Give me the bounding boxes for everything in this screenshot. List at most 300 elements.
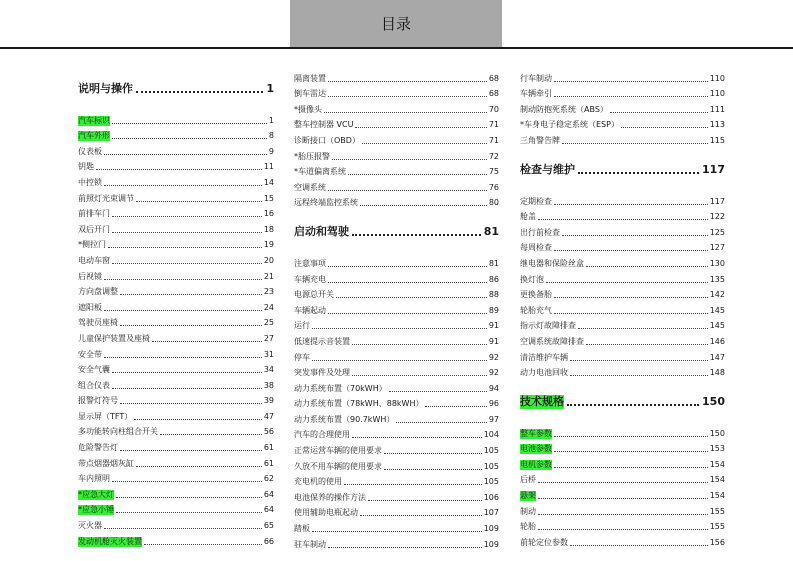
toc-entry-page-number: 64 (263, 489, 274, 499)
toc-entry-page-number: 156 (709, 537, 725, 547)
toc-entry-page-number: 122 (709, 212, 725, 222)
toc-entry[interactable] (294, 347, 499, 363)
toc-entry-label: 继电器和保险丝盒 (520, 258, 584, 268)
dot-leader (348, 174, 487, 175)
toc-entry-page-number: 130 (709, 258, 725, 268)
toc-entry-label: 整车控制器 VCU (294, 120, 354, 130)
toc-entry-page-number: 65 (263, 521, 274, 531)
toc-entry[interactable] (78, 469, 274, 485)
toc-entry-page-number: 155 (709, 506, 725, 516)
toc-entry-page-number: 68 (488, 73, 499, 83)
dot-leader (136, 466, 262, 467)
dot-leader (136, 201, 262, 202)
toc-entry[interactable] (78, 437, 274, 453)
toc-entry-label: 动力系统布置（70kWH） (294, 383, 387, 393)
toc-entry-page-number: 146 (709, 336, 725, 346)
dot-leader (578, 172, 699, 174)
dot-leader (120, 403, 262, 404)
dot-leader (112, 216, 262, 217)
toc-entry[interactable] (78, 531, 274, 547)
toc-entry[interactable] (294, 84, 499, 100)
dot-leader (112, 138, 267, 139)
header-rule (0, 47, 793, 49)
toc-entry[interactable] (78, 297, 274, 313)
toc-entry-page-number: 105 (483, 477, 499, 487)
toc-entry-page-number: 150 (709, 428, 725, 438)
toc-entry[interactable] (520, 191, 725, 207)
toc-entry-label: 空调系统故障排查 (520, 336, 584, 346)
toc-entry-page-number: 109 (483, 539, 499, 549)
section-page-number: 81 (483, 225, 499, 239)
toc-entry[interactable] (78, 406, 274, 422)
toc-entry-label: 三角警告牌 (520, 135, 560, 145)
toc-entry[interactable] (294, 285, 499, 301)
toc-entry[interactable] (520, 285, 725, 301)
toc-section-heading[interactable] (294, 223, 499, 239)
dot-leader (112, 372, 262, 373)
toc-entry-page-number: 68 (488, 89, 499, 99)
toc-entry-label: 诊断接口（OBD） (294, 135, 360, 145)
toc-entry-label: 每周检查 (520, 243, 552, 253)
dot-leader (362, 143, 487, 144)
toc-entry-page-number: 38 (263, 380, 274, 390)
toc-entry-page-number: 20 (263, 255, 274, 265)
toc-entry-label: 远程终端监控系统 (294, 198, 358, 208)
dot-leader (396, 422, 486, 423)
toc-title: 目录 (380, 15, 411, 33)
toc-entry-label: *车道偏离系统 (294, 167, 346, 177)
section-title: 说明与操作 (78, 82, 133, 95)
dot-leader (389, 391, 487, 392)
toc-entry[interactable] (294, 472, 499, 488)
toc-entry[interactable] (294, 146, 499, 162)
toc-entry-page-number: 127 (709, 243, 725, 253)
toc-entry[interactable] (520, 207, 725, 223)
toc-entry[interactable] (520, 269, 725, 285)
toc-entry-label: *胎压报警 (294, 151, 330, 161)
toc-entry-page-number: 1 (268, 115, 274, 125)
dot-leader (112, 481, 262, 482)
dot-leader (104, 154, 267, 155)
dot-leader (554, 96, 708, 97)
toc-entry-page-number: 147 (709, 352, 725, 362)
dot-leader (144, 544, 262, 545)
toc-entry-label: 发动机舱灭火装置 (78, 536, 142, 546)
dot-leader (96, 169, 262, 170)
toc-entry-page-number: 71 (488, 135, 499, 145)
toc-entry[interactable] (294, 331, 499, 347)
toc-column-1 (78, 80, 274, 547)
toc-entry-label: 运行 (294, 321, 310, 331)
toc-entry-label: 车内照明 (78, 474, 110, 484)
dot-leader (586, 344, 708, 345)
toc-entry-label: 注意事项 (294, 258, 326, 268)
toc-entry-label: 动力系统布置（78kWH、88kWH） (294, 399, 424, 409)
dot-leader (160, 434, 262, 435)
toc-entry[interactable] (294, 394, 499, 410)
toc-entry-page-number: 72 (488, 151, 499, 161)
dot-leader (104, 310, 262, 311)
dot-leader (112, 263, 262, 264)
toc-entry[interactable] (294, 425, 499, 441)
toc-entry-page-number: 27 (263, 333, 274, 343)
toc-entry-label: 危险警告灯 (78, 443, 118, 453)
toc-entry-page-number: 92 (488, 352, 499, 362)
toc-entry-label: 久放不用车辆的使用要求 (294, 461, 382, 471)
toc-entry-page-number: 89 (488, 305, 499, 315)
toc-entry-label: 空调系统 (294, 182, 326, 192)
toc-entry-page-number: 24 (263, 302, 274, 312)
toc-entry-label: 遮阳板 (78, 302, 102, 312)
toc-column-2 (294, 68, 499, 550)
toc-entry-page-number: 105 (483, 461, 499, 471)
toc-entry[interactable] (78, 110, 274, 126)
dot-leader (554, 81, 708, 82)
toc-entry-page-number: 115 (709, 135, 725, 145)
toc-entry[interactable] (78, 484, 274, 500)
dot-leader (352, 437, 482, 438)
dot-leader (120, 325, 262, 326)
toc-section-heading[interactable] (520, 393, 725, 409)
toc-entry-label: 报警灯符号 (78, 396, 118, 406)
toc-entry[interactable] (520, 238, 725, 254)
toc-entry[interactable] (520, 454, 725, 470)
dot-leader (120, 294, 262, 295)
dot-leader (538, 498, 708, 499)
toc-entry[interactable] (520, 115, 725, 131)
toc-entry[interactable] (520, 485, 725, 501)
toc-entry-page-number: 39 (263, 396, 274, 406)
toc-entry-label: 后视镜 (78, 271, 102, 281)
dot-leader (586, 266, 708, 267)
dot-leader (104, 185, 262, 186)
toc-entry-page-number: 62 (263, 474, 274, 484)
toc-entry[interactable] (294, 534, 499, 550)
toc-entry[interactable] (78, 250, 274, 266)
toc-entry-page-number: 154 (709, 475, 725, 485)
toc-entry-label: 汽车外形 (78, 131, 110, 141)
toc-entry[interactable] (294, 68, 499, 84)
toc-entry[interactable] (520, 316, 725, 332)
toc-entry-label: 换灯泡 (520, 274, 544, 284)
toc-entry[interactable] (520, 439, 725, 455)
dot-leader (328, 266, 487, 267)
toc-entry-label: 前排车门 (78, 209, 110, 219)
toc-entry[interactable] (78, 453, 274, 469)
toc-entry[interactable] (78, 500, 274, 516)
toc-entry-label: 指示灯故障排查 (520, 321, 576, 331)
toc-entry-label: 仪表板 (78, 146, 102, 156)
toc-entry-label: 方向盘调整 (78, 287, 118, 297)
toc-entry[interactable] (78, 282, 274, 298)
toc-entry[interactable] (294, 487, 499, 503)
toc-entry-label: 驻车制动 (294, 539, 326, 549)
toc-entry[interactable] (78, 515, 274, 531)
toc-entry[interactable] (520, 68, 725, 84)
toc-entry-label: 行车制动 (520, 73, 552, 83)
toc-entry-page-number: 71 (488, 120, 499, 130)
dot-leader (554, 204, 708, 205)
toc-entry-label: 车辆牵引 (520, 89, 552, 99)
toc-entry-page-number: 80 (488, 198, 499, 208)
dot-leader (610, 112, 708, 113)
toc-entry-label: *侧拉门 (78, 240, 106, 250)
dot-leader (562, 235, 708, 236)
toc-entry[interactable] (78, 375, 274, 391)
toc-entry-page-number: 110 (709, 73, 725, 83)
toc-entry[interactable] (78, 235, 274, 251)
section-title: 检查与维护 (520, 162, 575, 176)
toc-entry-page-number: 86 (488, 274, 499, 284)
dot-leader (328, 282, 487, 283)
toc-entry-label: 汽车的合理使用 (294, 430, 350, 440)
toc-entry[interactable] (520, 222, 725, 238)
dot-leader (152, 341, 262, 342)
toc-entry[interactable] (294, 269, 499, 285)
toc-entry[interactable] (520, 501, 725, 517)
dot-leader (554, 436, 708, 437)
toc-entry-label: 前轮定位参数 (520, 537, 568, 547)
toc-entry[interactable] (78, 422, 274, 438)
toc-entry-label: 踏板 (294, 524, 310, 534)
dot-leader (134, 419, 262, 420)
toc-entry-page-number: 91 (488, 321, 499, 331)
toc-entry[interactable] (294, 99, 499, 115)
dot-leader (336, 297, 487, 298)
toc-entry-label: 制动防抱死系统（ABS） (520, 104, 608, 114)
toc-entry-label: *应急大灯 (78, 489, 114, 499)
toc-entry[interactable] (294, 456, 499, 472)
toc-entry-page-number: 8 (268, 131, 274, 141)
section-title: 启动和驾驶 (294, 225, 349, 239)
toc-entry-label: 汽车标识 (78, 115, 110, 125)
dot-leader (328, 313, 487, 314)
toc-entry[interactable] (520, 130, 725, 146)
toc-entry-page-number: 21 (263, 271, 274, 281)
section-title: 技术规格 (520, 395, 564, 409)
toc-entry[interactable] (294, 162, 499, 178)
dot-leader (104, 528, 262, 529)
toc-entry-label: 低速提示音装置 (294, 336, 350, 346)
dot-leader (104, 279, 262, 280)
toc-entry-label: 前照灯光束调节 (78, 193, 134, 203)
toc-entry-page-number: 97 (488, 414, 499, 424)
toc-entry[interactable] (520, 423, 725, 439)
toc-entry-page-number: 109 (483, 524, 499, 534)
dot-leader (328, 190, 487, 191)
toc-entry-page-number: 142 (709, 290, 725, 300)
toc-entry-label: 双后开门 (78, 224, 110, 234)
toc-entry[interactable] (78, 141, 274, 157)
toc-entry[interactable] (520, 470, 725, 486)
dot-leader (352, 234, 481, 236)
toc-entry-page-number: 56 (263, 427, 274, 437)
toc-entry-page-number: 75 (488, 167, 499, 177)
toc-section-heading[interactable] (520, 161, 725, 177)
toc-entry[interactable] (78, 344, 274, 360)
toc-entry[interactable] (520, 517, 725, 533)
toc-entry-page-number: 64 (263, 505, 274, 515)
toc-entry[interactable] (78, 126, 274, 142)
toc-entry-label: 倒车雷达 (294, 89, 326, 99)
toc-entry-page-number: 110 (709, 89, 725, 99)
dot-leader (554, 451, 708, 452)
dot-leader (108, 247, 262, 248)
dot-leader (104, 357, 262, 358)
dot-leader (384, 469, 482, 470)
toc-entry-label: 电池保养的操作方法 (294, 492, 366, 502)
toc-entry[interactable] (294, 130, 499, 146)
dot-leader (554, 297, 708, 298)
toc-entry-label: 后桥 (520, 475, 536, 485)
toc-entry-page-number: 88 (488, 290, 499, 300)
toc-entry[interactable] (294, 409, 499, 425)
toc-entry-label: 隔离装置 (294, 73, 326, 83)
toc-entry-label: 显示屏（TFT） (78, 411, 133, 421)
toc-entry[interactable] (78, 188, 274, 204)
toc-entry-label: 轮胎 (520, 522, 536, 532)
toc-entry[interactable] (78, 219, 274, 235)
toc-entry-page-number: 91 (488, 336, 499, 346)
section-page-number: 150 (702, 395, 725, 409)
dot-leader (120, 450, 262, 451)
toc-entry[interactable] (294, 518, 499, 534)
toc-entry-label: 使用辅助电瓶起动 (294, 508, 358, 518)
dot-leader (570, 545, 708, 546)
dot-leader (352, 344, 487, 345)
toc-entry-page-number: 11 (263, 162, 274, 172)
toc-entry[interactable] (78, 328, 274, 344)
toc-entry-label: 出行前检查 (520, 227, 560, 237)
toc-entry-page-number: 61 (263, 443, 274, 453)
toc-entry[interactable] (520, 99, 725, 115)
toc-entry-page-number: 81 (488, 258, 499, 268)
dot-leader (332, 159, 487, 160)
toc-entry-label: 整车参数 (520, 428, 552, 438)
dot-leader (554, 250, 708, 251)
dot-leader (360, 205, 487, 206)
toc-entry-page-number: 154 (709, 459, 725, 469)
toc-entry-page-number: 113 (709, 120, 725, 130)
dot-leader (116, 497, 262, 498)
toc-entry[interactable] (78, 172, 274, 188)
toc-entry-page-number: 107 (483, 508, 499, 518)
toc-entry[interactable] (520, 84, 725, 100)
toc-entry[interactable] (520, 532, 725, 548)
dot-leader (384, 453, 482, 454)
toc-entry[interactable] (78, 157, 274, 173)
toc-entry-page-number: 23 (263, 287, 274, 297)
toc-entry[interactable] (78, 266, 274, 282)
toc-entry-label: 停车 (294, 352, 310, 362)
dot-leader (538, 529, 708, 530)
toc-entry-label: 车辆起动 (294, 305, 326, 315)
toc-entry-page-number: 9 (268, 146, 274, 156)
toc-entry[interactable] (520, 300, 725, 316)
dot-leader (136, 91, 263, 93)
toc-entry-label: 悬架 (520, 491, 536, 501)
toc-entry-page-number: 125 (709, 227, 725, 237)
toc-entry[interactable] (294, 503, 499, 519)
toc-entry-label: 安全带 (78, 349, 102, 359)
toc-entry[interactable] (78, 360, 274, 376)
toc-entry-page-number: 16 (263, 209, 274, 219)
toc-entry-label: *应急小锤 (78, 505, 114, 515)
toc-entry-page-number: 153 (709, 444, 725, 454)
toc-entry-page-number: 145 (709, 321, 725, 331)
dot-leader (538, 482, 708, 483)
dot-leader (538, 514, 708, 515)
toc-entry-label: 制动 (520, 506, 536, 516)
toc-entry-page-number: 145 (709, 305, 725, 315)
toc-entry[interactable] (78, 391, 274, 407)
toc-section-heading[interactable] (78, 80, 274, 96)
toc-entry-label: 动力电池回收 (520, 368, 568, 378)
toc-entry-label: *车身电子稳定系统（ESP） (520, 120, 619, 130)
dot-leader (621, 127, 708, 128)
toc-entry-label: 车辆充电 (294, 274, 326, 284)
dot-leader (112, 232, 262, 233)
toc-entry[interactable] (78, 204, 274, 220)
toc-entry-page-number: 66 (263, 536, 274, 546)
dot-leader (554, 313, 708, 314)
toc-entry-page-number: 111 (709, 104, 725, 114)
toc-entry-page-number: 117 (709, 196, 725, 206)
toc-entry-label: 轮胎充气 (520, 305, 552, 315)
dot-leader (578, 328, 708, 329)
toc-entry[interactable] (294, 253, 499, 269)
dot-leader (352, 375, 487, 376)
toc-entry[interactable] (294, 177, 499, 193)
toc-entry[interactable] (520, 347, 725, 363)
toc-entry-label: 带点烟器烟灰缸 (78, 458, 134, 468)
toc-entry[interactable] (294, 440, 499, 456)
toc-entry-label: 多功能转向柱组合开关 (78, 427, 158, 437)
toc-entry[interactable] (294, 316, 499, 332)
toc-entry-page-number: 15 (263, 193, 274, 203)
toc-entry-page-number: 14 (263, 177, 274, 187)
toc-entry-label: 驾驶员座椅 (78, 318, 118, 328)
toc-entry-label: 儿童保护装置及座椅 (78, 333, 150, 343)
toc-entry-label: 充电机的使用 (294, 477, 342, 487)
dot-leader (312, 328, 487, 329)
toc-entry-page-number: 47 (263, 411, 274, 421)
dot-leader (538, 219, 708, 220)
toc-entry[interactable] (294, 378, 499, 394)
toc-entry[interactable] (294, 300, 499, 316)
toc-entry[interactable] (294, 193, 499, 209)
toc-entry-label: 电动车窗 (78, 255, 110, 265)
dot-leader (562, 143, 708, 144)
toc-entry-page-number: 155 (709, 522, 725, 532)
toc-entry-label: 更换备胎 (520, 290, 552, 300)
toc-entry-page-number: 106 (483, 492, 499, 502)
toc-entry[interactable] (520, 331, 725, 347)
dot-leader (355, 127, 486, 128)
toc-entry[interactable] (520, 363, 725, 379)
toc-entry[interactable] (520, 253, 725, 269)
dot-leader (344, 484, 482, 485)
toc-entry-label: 电机参数 (520, 459, 552, 469)
dot-leader (312, 531, 482, 532)
toc-entry[interactable] (294, 363, 499, 379)
toc-entry-page-number: 154 (709, 491, 725, 501)
dot-leader (546, 282, 708, 283)
dot-leader (368, 500, 482, 501)
toc-entry[interactable] (294, 115, 499, 131)
dot-leader (567, 404, 699, 406)
toc-entry[interactable] (78, 313, 274, 329)
